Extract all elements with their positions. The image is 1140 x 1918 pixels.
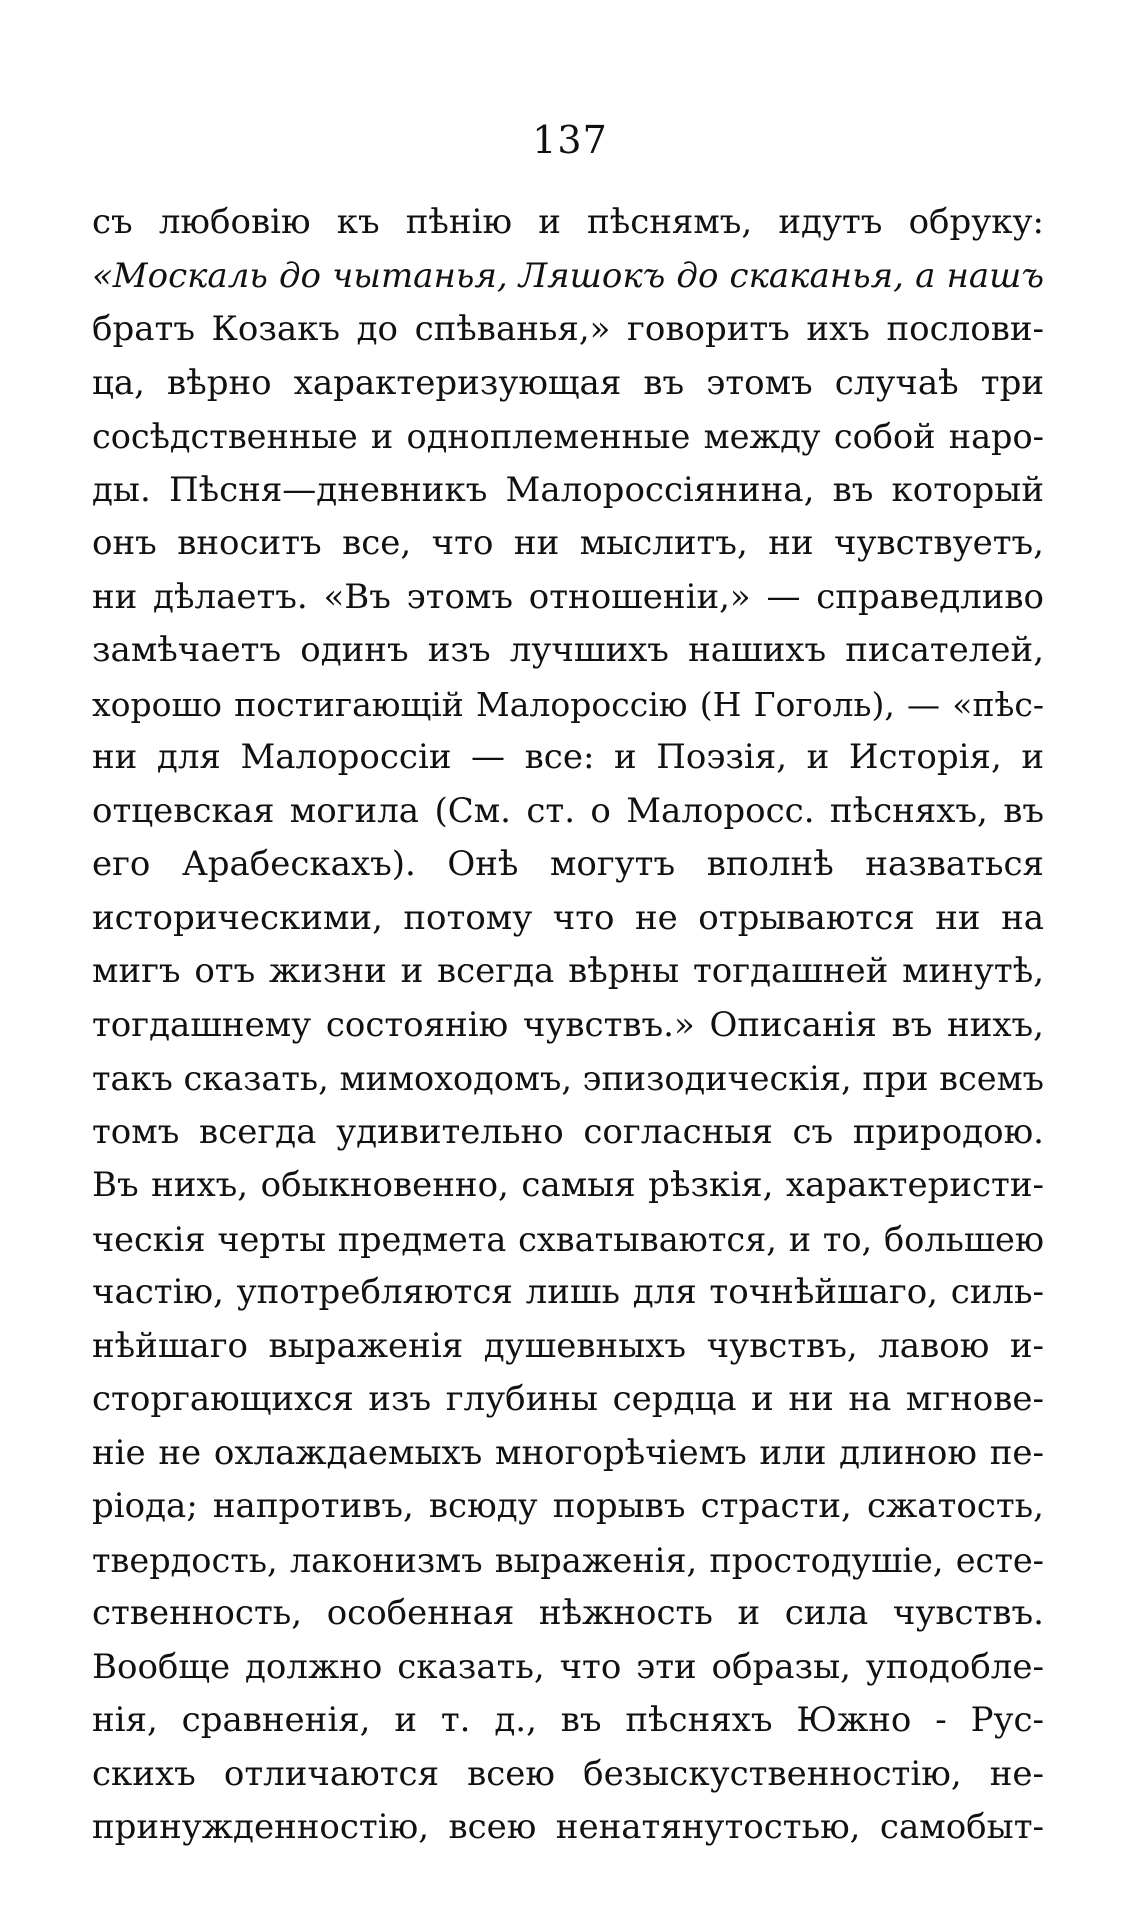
text-line: его Арабескахъ). Онѣ могутъ вполнѣ назваться <box>92 844 1044 884</box>
text-line: скихъ отличаются всею безыскуственностію, не- <box>92 1753 1044 1794</box>
text-line: тогдашнему состоянію чувствъ.» Описанія въ нихъ, <box>92 1004 1044 1045</box>
text-line: принужденностію, всею ненатянутостью, самобыт- <box>92 1807 1044 1847</box>
text-line: Вообще должно сказать, что эти образы, уподобле- <box>92 1646 1044 1687</box>
text-line: братъ Козакъ до спѣванья,» говоритъ ихъ послови- <box>92 309 1044 349</box>
text-line: ственность, особенная нѣжность и сила чувствъ. <box>92 1593 1044 1633</box>
text-line: ніе не охлаждаемыхъ многорѣчіемъ или длиною пе- <box>92 1432 1044 1473</box>
text-line: сторгающихся изъ глубины сердца и ни на мгнове- <box>92 1379 1044 1419</box>
text-line: «Москаль до чытанья, Ляшокъ до скаканья, а нашъ <box>92 255 1044 296</box>
text-line: нія, сравненія, и т. д., въ пѣсняхъ Южно - Рус- <box>92 1700 1044 1740</box>
text-line: замѣчаетъ одинъ изъ лучшихъ нашихъ писателей, <box>92 630 1044 670</box>
text-line: ческія черты предмета схватываются, и то, большею <box>92 1219 1044 1259</box>
text-line: онъ вноситъ все, что ни мыслитъ, ни чувствуетъ, <box>92 523 1044 563</box>
text-line: сосѣдственные и одноплеменные между собой наро- <box>92 417 1044 456</box>
text-line: твердость, лаконизмъ выраженія, простодушіе, есте- <box>92 1540 1044 1580</box>
text-line: нѣйшаго выраженія душевныхъ чувствъ, лавою и- <box>92 1325 1044 1366</box>
text-line: хорошо постигающій Малороссію (Н Гоголь), — «пѣс- <box>92 684 1044 724</box>
text-line: частію, употребляются лишь для точнѣйшаго, силь- <box>92 1272 1044 1312</box>
text-line: ца, вѣрно характеризующая въ этомъ случаѣ три <box>92 362 1044 403</box>
text-line: томъ всегда удивительно согласныя съ природою. <box>92 1111 1044 1152</box>
text-line: ни дѣлаетъ. «Въ этомъ отношеніи,» — справедливо <box>92 576 1044 617</box>
text-line: такъ сказать, мимоходомъ, эпизодическія, при всемъ <box>92 1059 1044 1098</box>
text-line: ріода; напротивъ, всюду порывъ страсти, сжатость, <box>92 1486 1044 1526</box>
body-text <box>92 196 1044 1855</box>
text-line: мигъ отъ жизни и всегда вѣрны тогдашней минутѣ, <box>92 951 1044 991</box>
text-line: съ любовію къ пѣнію и пѣснямъ, идутъ обруку: <box>92 202 1044 242</box>
text-line: историческими, потому что не отрываются ни на <box>92 897 1044 938</box>
text-line: отцевская могила (См. ст. о Малоросс. пѣсняхъ, въ <box>92 790 1044 831</box>
text-line: Въ нихъ, обыкновенно, самыя рѣзкія, характеристи- <box>92 1165 1044 1205</box>
text-line: ды. Пѣсня—дневникъ Малороссіянина, въ который <box>92 469 1044 510</box>
text-line: ни для Малороссіи — все: и Поэзія, и Исторія, и <box>92 737 1044 777</box>
page-number: 137 <box>532 118 608 162</box>
